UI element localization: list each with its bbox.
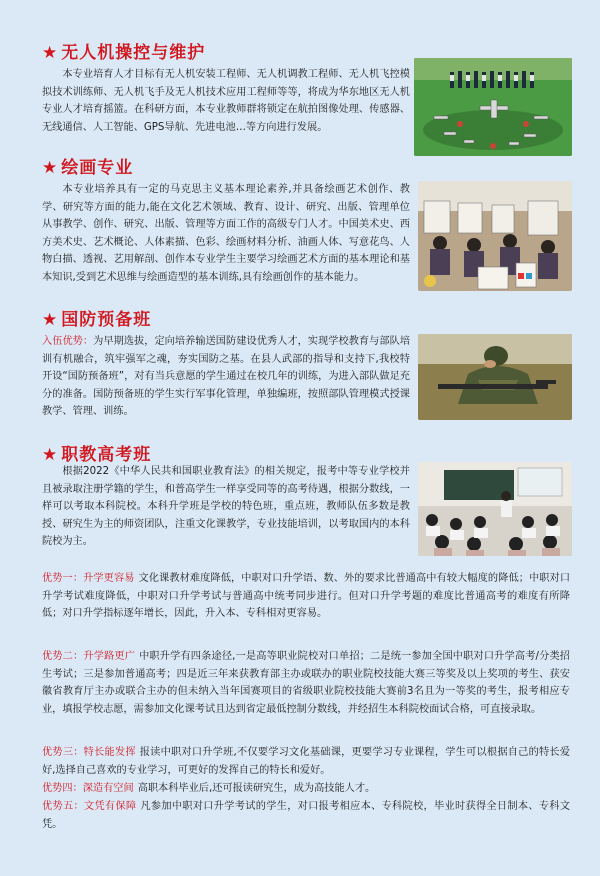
section-body-drone: 本专业培育人才目标有无人机安装工程师、无人机调教工程师、无人机飞控模拟技术训练师、无人机飞手及无人机技术应用工程师等等，将成为华东地区无人机专业人才培育摇篮。在科研方面，本专业教师群将锁定在航拍图像处理、传感器、无线通信、人工智能、GPS导航、先进电池…等方向进行发展。: [42, 69, 410, 133]
advantage-label: 优势三：: [42, 747, 84, 758]
advantage-text: 高职本科毕业后,还可报读研究生，成为高技能人才。: [137, 783, 376, 794]
advantage-1: [42, 570, 570, 623]
advantage-4: [42, 780, 570, 798]
advantage-label: 优势五：: [42, 801, 84, 812]
advantage-2: [42, 648, 570, 718]
advantage-key: 升学路更广: [83, 651, 136, 662]
section-body-vocational: 根据2022《中华人民共和国职业教育法》的相关规定，报考中等专业学校并且被录取注册学籍的学生，和普高学生一样享受同等的高考待遇，根据分数线，一样可以考取本科院校。本科升学班是学校的特色班，重点班，教师队伍多数是教授、研究生为主的师资团队，注重文化课教学，专业技能培训，以考取国内的本科院校为主。: [42, 466, 410, 547]
section-body-painting: 本专业培养具有一定的马克思主义基本理论素养,并具备绘画艺术创作、教学、研究等方面的能力,能在文化艺术领域、教育、设计、研究、出版、管理单位从事教学、创作、研究、出版、管理等方面工作的高级专门人才。中国美术史、西方美术史、艺术概论、人体素描、色彩、绘画材料分析、油画人体、写意花鸟、人物白描、透视、艺用解剖、创作本专业学生主要学习绘画艺术方面的基本理论和基本知识,受到艺术思维与绘画造型的基本训练,具有绘画创作的基本能力。: [42, 184, 410, 283]
advantage-3: [42, 744, 570, 779]
star-icon: ★: [42, 310, 59, 330]
advantage-key: 深造有空间: [82, 783, 134, 794]
section-title-drone: [42, 38, 205, 63]
drone-team-photo: [414, 58, 572, 156]
section-title-vocational: [42, 440, 151, 465]
advantage-label: 优势二：: [42, 651, 84, 662]
advantage-text: 报读中职对口升学班,不仅要学习文化基础课，更要学习专业课程，学生可以根据自己的特长爱好,选择自己喜欢的专业学习，可更好的发挥自己的特长和爱好。: [42, 747, 571, 776]
advantage-5: [42, 798, 570, 833]
advantage-key: 特长能发挥: [83, 747, 136, 758]
section-body-defense: [42, 333, 410, 421]
painting-class-photo: [418, 181, 572, 291]
star-icon: ★: [42, 445, 59, 465]
section-title-painting: [42, 153, 133, 178]
advantage-key: 文凭有保障: [83, 801, 137, 812]
military-training-photo: [418, 334, 572, 420]
defense-lead-label: 入伍优势：: [42, 336, 94, 347]
star-icon: ★: [42, 43, 59, 63]
star-icon: ★: [42, 158, 59, 178]
section-title-text: 绘画专业: [61, 158, 134, 178]
section-title-text: 无人机操控与维护: [61, 43, 206, 63]
section-title-text: 职教高考班: [61, 445, 152, 465]
advantage-text: 凡参加中职对口升学考试的学生，对口报考相应本、专科院校，毕业时获得全日制本、专科文凭。: [42, 801, 571, 830]
advantage-label: 优势一：: [42, 573, 84, 584]
advantage-key: 升学更容易: [83, 573, 135, 584]
advantage-label: 优势四：: [42, 783, 83, 794]
classroom-photo: [418, 462, 572, 556]
section-title-defense: [42, 305, 151, 330]
section-title-text: 国防预备班: [61, 310, 152, 330]
advantage-text: 中职升学有四条途径,一是高等职业院校对口单招；二是统一参加全国中职对口升学高考/分类招生考试；三是参加普通高考；四是近三年来获教育部主办或联办的职业院校技能大赛三等奖及以上奖项的考生、获安徽省教育厅主办或联合主办的但未纳入当年国赛项目的省级职业院校技能大赛前3名且为一等奖的考生，报考相应专业，填报学校志愿，需参加文化课考试且达到省定最低控制分数线，并经招生本科院校面试合格，可直接录取。: [42, 651, 570, 715]
defense-body-text: 为早期选拔，定向培养输送国防建设优秀人才，实现学校教育与部队培训有机融合，筑牢强军之魂，夯实国防之基。在县人武部的指导和支持下,我校特开设“国防预备班”，对有当兵意愿的学生通过在校几年的训练，为进入部队做足充分的准备。国防预备班的学生实行军事化管理，单独编班，按照部队管理模式授课教学、管理、训练。: [42, 336, 411, 417]
advantage-text: 文化课教材难度降低，中职对口升学语、数、外的要求比普通高中有较大幅度的降低；中职对口升学考试难度降低，中职对口升学考试与普通高中统考同步进行。但对口升学考题的难度比普通高考的难度有所降低；对口升学指标逐年增长，因此，升入本、专科相对更容易。: [42, 573, 571, 619]
